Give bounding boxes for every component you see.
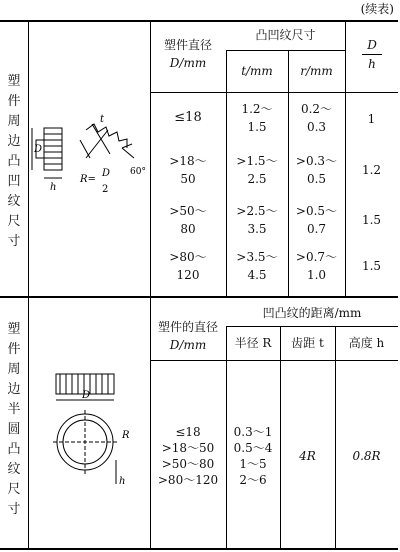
fig1-label-h: h	[50, 182, 57, 193]
s1-row1-diameter: ≤18	[174, 110, 202, 125]
s1-row4-r1: >0.7～	[295, 250, 338, 264]
fig1-label-two: 2	[102, 184, 109, 195]
table-top-border	[0, 20, 398, 22]
table-bottom-border	[0, 548, 398, 550]
s1-header-diameter: 塑件直径	[163, 38, 212, 52]
s1-row4-t1: >3.5～	[236, 250, 278, 264]
s2-diameter-1: ≤18	[175, 425, 201, 439]
half-round-knurl-diagram	[30, 360, 148, 490]
s1-row3-t1: >2.5～	[236, 204, 278, 218]
knurl-diagram	[30, 100, 148, 210]
s1-row3-d1: >50～	[169, 204, 207, 218]
s1-row3-d2: 80	[180, 222, 196, 236]
section-divider	[0, 296, 398, 298]
fig1-label-angle: 60°	[130, 167, 146, 177]
ratio-numerator: D	[367, 38, 377, 52]
s2-header-R: 半径 R	[234, 336, 272, 350]
s2-header-diameter: 塑件的直径	[157, 320, 218, 334]
s1-header-group: 凸凹纹尺寸	[255, 28, 316, 42]
s1-row3-r1: >0.5～	[295, 204, 338, 218]
s1-header-ratio	[357, 38, 387, 71]
s1-row3-t2: 3.5	[247, 222, 267, 236]
s2-radius-2: 0.5～4	[233, 441, 273, 455]
s2-radius-3: 1～5	[239, 457, 267, 471]
fig2-label-h: h	[119, 476, 126, 487]
s2-header-diameter-unit: D/mm	[169, 338, 207, 352]
fig1-label-D2: D	[102, 168, 111, 179]
s1-row2-r2: 0.5	[306, 172, 327, 186]
s2-diameter-4: >80～120	[157, 473, 219, 487]
s2-radius-1: 0.3～1	[233, 425, 273, 439]
s1-row4-r2: 1.0	[306, 268, 327, 282]
s2-header-h: 高度 h	[348, 336, 385, 350]
s1-row1-t1: 1.2～	[241, 102, 273, 116]
fig1-label-R: R=	[80, 174, 96, 185]
s1-header-r: r/mm	[300, 64, 333, 78]
s1-row2-t1: >1.5～	[236, 154, 278, 168]
s2-diameter-2: >18～50	[161, 441, 215, 455]
s1-row4-d1: >80～	[169, 250, 207, 264]
s1-row2-d1: >18～	[169, 154, 207, 168]
s1-header-t: t/mm	[241, 64, 273, 78]
s2-height: 0.8R	[352, 449, 381, 463]
continued-label: (续表)	[360, 2, 394, 16]
fig2-label-D: D	[82, 390, 91, 401]
s1-row3-ratio: 1.5	[361, 213, 382, 227]
fig2-label-R: R	[122, 430, 130, 441]
s2-header-group: 凹凸纹的距离/mm	[262, 306, 362, 320]
spec-table	[0, 20, 398, 550]
section2-side-title: 塑 件 周 边 半 圆 凸 纹 尺 寸	[7, 322, 21, 517]
s2-header-t: 齿距 t	[291, 336, 324, 350]
s1-row1-ratio: 1	[367, 112, 376, 126]
s1-row4-ratio: 1.5	[361, 259, 382, 273]
s1-row3-r2: 0.7	[306, 222, 327, 236]
s1-row1-t2: 1.5	[247, 120, 267, 134]
fig1-label-D: D	[34, 144, 43, 155]
s1-row2-ratio: 1.2	[361, 163, 382, 177]
s2-pitch: 4R	[299, 449, 316, 463]
side-column-divider	[28, 20, 29, 550]
s1-row2-r1: >0.3～	[295, 154, 338, 168]
s2-radius-4: 2～6	[239, 473, 267, 487]
s1-row2-t2: 2.5	[247, 172, 267, 186]
section1-side-title: 塑 件 周 边 凸 凹 纹 尺 寸	[7, 74, 21, 249]
s1-row4-d2: 120	[176, 268, 200, 282]
s1-row2-d2: 50	[180, 172, 196, 186]
fig1-label-t: t	[100, 114, 105, 125]
s1-row4-t2: 4.5	[247, 268, 267, 282]
s2-diameter-3: >50～80	[161, 457, 215, 471]
s1-header-diameter-unit: D/mm	[169, 56, 207, 70]
ratio-denominator: h	[368, 57, 376, 71]
s1-row1-r2: 0.3	[306, 120, 327, 134]
s1-row1-r1: 0.2～	[300, 102, 333, 116]
